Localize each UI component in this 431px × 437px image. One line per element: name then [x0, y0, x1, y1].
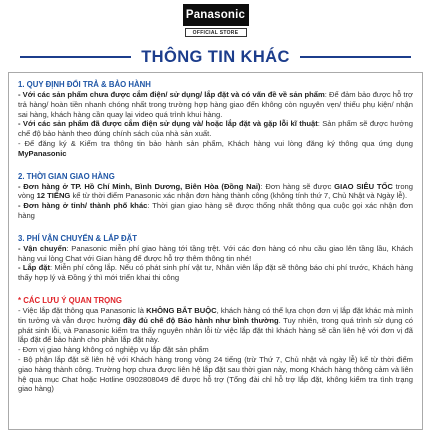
bold-text: 12 TIẾNG — [36, 191, 71, 201]
section-paragraph — [18, 345, 413, 355]
section-heading: 1. QUY ĐỊNH ĐỔI TRẢ & BẢO HÀNH — [18, 80, 151, 89]
brand-logo — [183, 4, 249, 37]
body-text: : Miễn phí công lắp. Nếu có phát sinh phí vật tư, Nhân viên lắp đặt sẽ thông báo chi phí trước, Khách hàng thấy hợp lý và Đồng ý thì mới triển khai thi công — [18, 263, 414, 283]
body-text: : Sản phẩm sẽ được hưởng chế độ bảo hành theo đúng chính sách của nhà sản xuất. — [18, 119, 413, 139]
info-box — [8, 72, 423, 430]
bold-text: - Vận chuyển — [18, 243, 67, 253]
body-text: trong vòng — [18, 181, 413, 201]
page-title-row — [20, 46, 411, 68]
info-section-2 — [18, 172, 413, 221]
bold-text: - Lắp đặt — [18, 263, 51, 273]
bold-text: - Với các sản phẩm đã được cắm điện sử dụng và/ hoặc lắp đặt và gặp lỗi kĩ thuật — [18, 119, 318, 129]
body-text: - Đơn vị giao hàng không có nghiệp vụ lắp đặt sản phẩm — [18, 345, 209, 355]
section-paragraph — [18, 355, 413, 394]
bold-text: KHÔNG BẮT BUỘC — [146, 305, 217, 315]
section-paragraph — [18, 201, 413, 221]
section-heading: 3. PHÍ VẬN CHUYỂN & LẮP ĐẶT — [18, 233, 137, 243]
info-section-1 — [18, 80, 413, 159]
body-text: - Bộ phận lắp đặt sẽ liên hệ với Khách hàng trong vòng 24 tiếng (trừ Thứ 7, Chủ nhật và ngày lễ) kể từ thời điểm giao hàng thành công. Trường hợp chưa được liên hệ lắp đặt sau thời gian này, mong Khách hàng thông cảm và liên hệ qua mục Chat hoặc Hotline 0902808049 để được hỗ trợ (Tổng đài chỉ hỗ trợ lắp đặt, không kiểm tra tình trạng giao hàng) — [18, 354, 413, 394]
title-divider-right — [300, 56, 411, 58]
section-paragraph — [18, 263, 413, 283]
body-text: : Panasonic miễn phí giao hàng tới tầng trệt. Với các đơn hàng có nhu cầu giao lên tầng lầu, Khách hàng vui lòng Chat với Gian hàng để được hỗ trợ thêm thông tin nhé! — [18, 243, 413, 263]
section-paragraph — [18, 90, 413, 119]
panasonic-logo-mark: Panasonic — [183, 4, 249, 26]
section-paragraph — [18, 182, 413, 202]
section-paragraph — [18, 244, 413, 264]
info-section-4 — [18, 296, 413, 394]
body-text: kể từ thời điểm Panasonic xác nhận đơn hàng thành công (không tính thứ 7, Chủ Nhật và Ngày lễ). — [70, 191, 408, 201]
bold-text: đầy đủ chế độ Bảo hành như bình thường — [122, 315, 279, 325]
body-text: , khách hàng có thể lựa chọn đơn vị lắp đặt khác mà mình tin tưởng và vẫn được hưởng — [18, 305, 413, 325]
bold-text: - Đơn hàng ở TP. Hồ Chí Minh, Bình Dương, Biên Hòa (Đồng Nai) — [18, 181, 261, 191]
body-text: - Để đăng ký & Kiểm tra thông tin bảo hành sản phẩm, Khách hàng vui lòng đăng ký thông qua ứng dụng — [18, 138, 413, 148]
bold-text: MyPanasonic — [18, 148, 67, 158]
body-text: : Thời gian giao hàng sẽ được thống nhất thông qua cuộc gọi xác nhận đơn hàng — [18, 201, 414, 220]
page-title: THÔNG TIN KHÁC — [141, 47, 290, 66]
section-paragraph — [18, 119, 413, 139]
body-text: : Để đảm bảo được hỗ trợ trả hàng/ hoàn tiền nhanh chóng nhất trong trường hợp hàng giao đến không còn nguyên vẹn/ thiếu phụ kiện/ nhận sai hàng, khách hàng cần quay lại video quá trình khui hàng. — [18, 90, 413, 119]
body-text: : Đơn hàng sẽ được — [260, 181, 335, 191]
bold-text: - Đơn hàng ở tỉnh/ thành phố khác — [18, 201, 148, 211]
body-text: . Tuy nhiên, trong quá trình sử dụng có phát sinh lỗi, và Panasonic kiểm tra thấy nguyên nhân lỗi từ việc lắp đặt thì khách hàng sẽ cần liên hệ với đơn vị đã lắp đặt để bảo hành cho phần lắp đặt này. — [18, 315, 413, 345]
official-store-badge: OFFICIAL STORE — [185, 28, 247, 37]
bold-text: - Với các sản phẩm chưa được cắm điện/ sử dụng/ lắp đặt và có vấn đề về sản phẩm — [18, 90, 325, 99]
bold-text: GIAO SIÊU TỐC — [334, 181, 393, 191]
info-section-3 — [18, 234, 413, 283]
section-paragraph — [18, 139, 413, 159]
section-paragraph — [18, 306, 413, 345]
section-heading: * CÁC LƯU Ý QUAN TRỌNG — [18, 295, 122, 305]
title-divider-left — [20, 56, 131, 58]
section-heading: 2. THỜI GIAN GIAO HÀNG — [18, 171, 115, 181]
body-text: - Việc lắp đặt thông qua Panasonic là — [18, 305, 147, 315]
